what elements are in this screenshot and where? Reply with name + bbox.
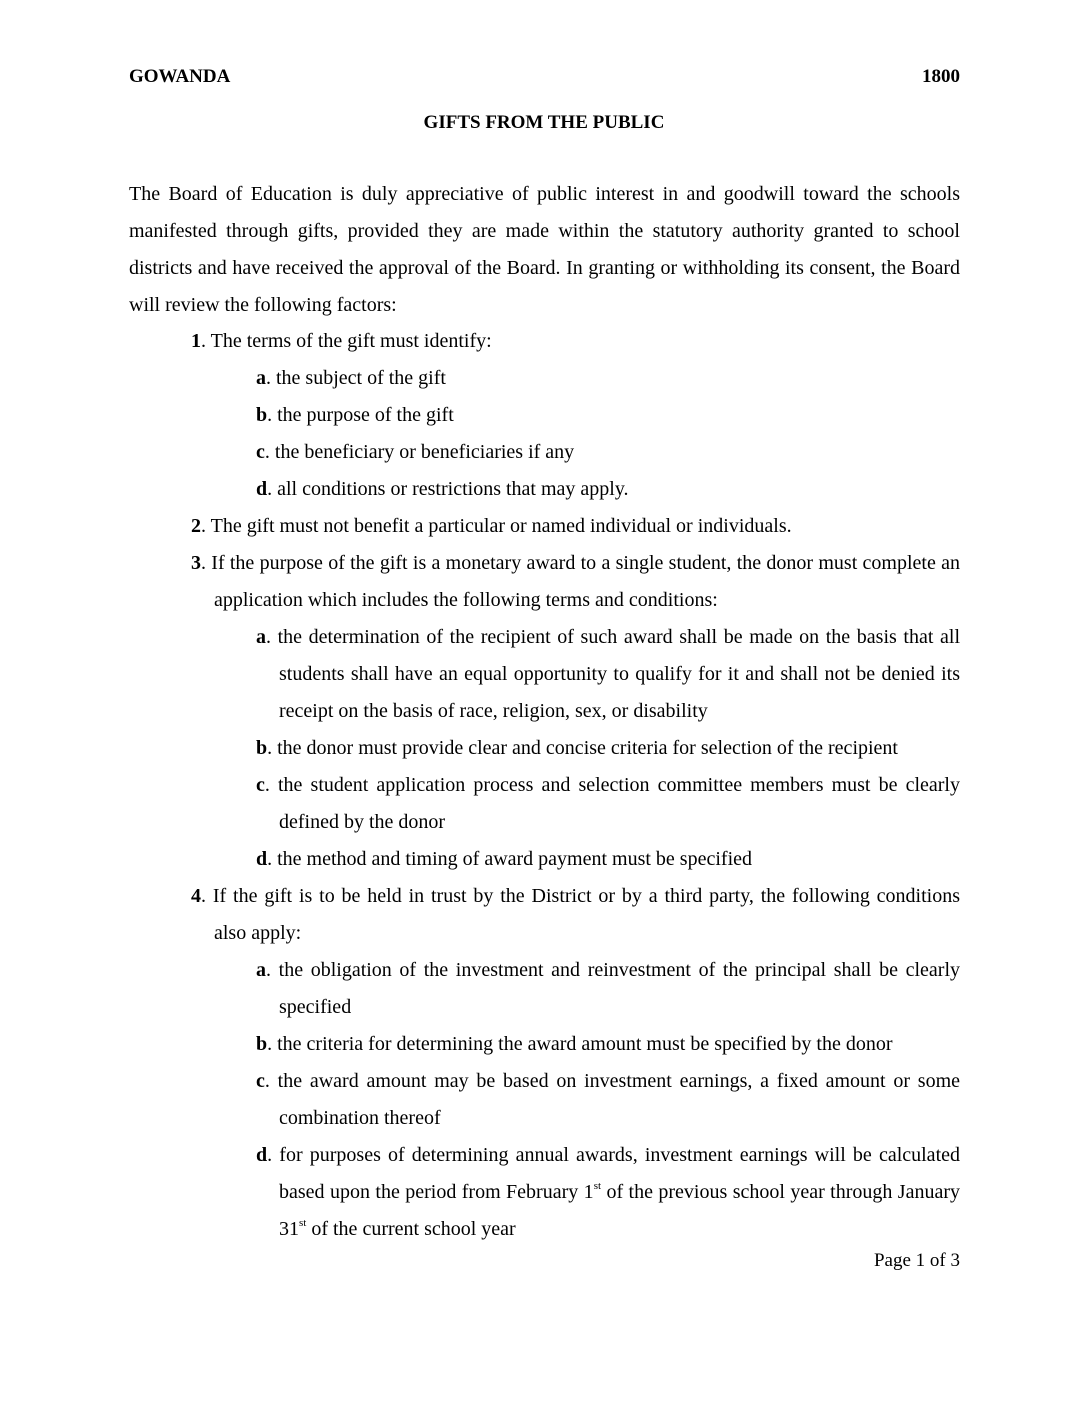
text-segment: of the current school year [306, 1218, 516, 1240]
list-number: 1 [191, 330, 201, 352]
policy-number: 1800 [922, 66, 960, 87]
list-item-1: 1. The terms of the gift must identify: [191, 330, 492, 352]
list-item-text: The terms of the gift must identify: [210, 330, 492, 352]
sub-letter: b [256, 737, 268, 759]
list-item-2: 2. The gift must not benefit a particular or named individual or individuals. [191, 515, 792, 537]
text-segment: of the previous school year through January 31 [279, 1181, 961, 1240]
list-item-text: If the purpose of the gift is a monetary award to a single student, the donor must complete an application which includes the following terms and conditions: [211, 552, 960, 611]
sub-item: c. the award amount may be based on investment earnings, a fixed amount or some combination thereof [256, 1070, 961, 1129]
district-name: GOWANDA [129, 66, 231, 87]
sub-letter: b [256, 404, 268, 426]
sub-item: b. the donor must provide clear and concise criteria for selection of the recipient [256, 737, 898, 759]
sub-letter: c [256, 774, 265, 796]
sub-item: d. all conditions or restrictions that may apply. [256, 478, 629, 500]
list-item-3: 3. If the purpose of the gift is a monetary award to a single student, the donor must complete an application which includes the following terms and conditions: [191, 552, 960, 611]
sub-item-text: the student application process and selection committee members must be clearly defined by the donor [278, 774, 960, 833]
list-number: 4 [191, 885, 201, 907]
sub-letter: d [256, 848, 268, 870]
sub-letter: d [256, 1144, 268, 1166]
ordinal-suffix: st [593, 1180, 602, 1192]
sub-item-text: the purpose of the gift [277, 404, 454, 426]
sub-item-text: all conditions or restrictions that may apply. [277, 478, 629, 500]
sub-item: b. the criteria for determining the award amount must be specified by the donor [256, 1033, 893, 1055]
document-title: GIFTS FROM THE PUBLIC [423, 112, 665, 133]
sub-item-text: the obligation of the investment and reinvestment of the principal shall be clearly specified [278, 959, 961, 1018]
sub-item: a. the determination of the recipient of such award shall be made on the basis that all students shall have an equal opportunity to qualify for it and shall not be denied its receipt on the basis of race, religion, sex, or disability [256, 626, 960, 722]
text-segment: for purposes of determining annual awards, investment earnings will be calculated based upon the period from February 1 [279, 1144, 960, 1203]
list-item-text: If the gift is to be held in trust by the District or by a third party, the following conditions also apply: [212, 885, 960, 944]
sub-item: b. the purpose of the gift [256, 404, 454, 426]
sub-item: c. the student application process and selection committee members must be clearly defined by the donor [256, 774, 960, 833]
sub-letter: a [256, 367, 266, 389]
sub-letter: d [256, 478, 268, 500]
sub-item-text: the method and timing of award payment must be specified [277, 848, 752, 870]
sub-letter: b [256, 1033, 268, 1055]
sub-item-text: the donor must provide clear and concise criteria for selection of the recipient [277, 737, 898, 759]
sub-letter: c [256, 441, 265, 463]
factor-list [0, 323, 1088, 1248]
sub-item-text: the beneficiary or beneficiaries if any [274, 441, 575, 463]
sub-item-text [279, 1144, 960, 1240]
intro-paragraph: The Board of Education is duly appreciative of public interest in and goodwill toward the schools manifested through gifts, provided they are made within the statutory authority granted to school districts and have received the approval of the Board. In granting or withholding its consent, the Board will review the following factors: [129, 183, 960, 316]
ordinal-suffix: st [299, 1217, 307, 1229]
list-item-4: 4. If the gift is to be held in trust by the District or by a third party, the following conditions also apply: [191, 885, 960, 944]
sub-item: a. the subject of the gift [256, 367, 446, 389]
sub-item-text: the subject of the gift [276, 367, 446, 389]
sub-item-text: the criteria for determining the award amount must be specified by the donor [277, 1033, 893, 1055]
list-number: 3 [191, 552, 201, 574]
sub-letter: c [256, 1070, 265, 1092]
list-item-text: The gift must not benefit a particular or named individual or individuals. [210, 515, 792, 537]
page-number: Page 1 of 3 [873, 1250, 960, 1271]
sub-item: c. the beneficiary or beneficiaries if any [256, 441, 575, 463]
sub-item-text: the award amount may be based on investment earnings, a fixed amount or some combination thereof [277, 1070, 961, 1129]
sub-item: d. for purposes of determining annual awards, investment earnings will be calculated based upon the period from February 1st of the previous school year through January 31st of the current school year [256, 1144, 961, 1240]
sub-letter: a [256, 959, 266, 981]
sub-item-text: the determination of the recipient of such award shall be made on the basis that all students shall have an equal opportunity to qualify for it and shall not be denied its receipt on the basis of race, religion, sex, or disability [277, 626, 960, 722]
list-number: 2 [191, 515, 201, 537]
sub-item: a. the obligation of the investment and reinvestment of the principal shall be clearly specified [256, 959, 961, 1018]
sub-letter: a [256, 626, 266, 648]
sub-item: d. the method and timing of award payment must be specified [256, 848, 752, 870]
